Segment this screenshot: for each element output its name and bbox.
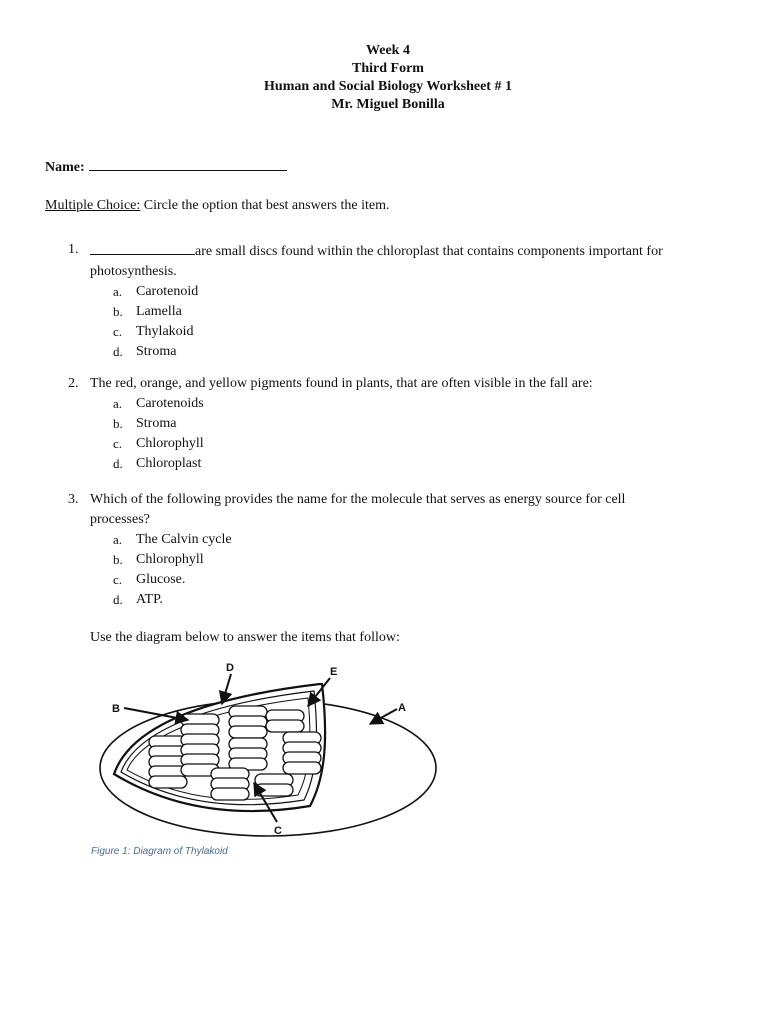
question-number: 3. <box>68 492 79 507</box>
option-list <box>113 282 718 362</box>
question-stem: Which of the following provides the name for the molecule that serves as energy source for cell processes? <box>90 492 626 527</box>
chloroplast-diagram <box>90 656 438 841</box>
question-number: 2. <box>68 376 79 391</box>
answer-blank[interactable] <box>90 240 195 255</box>
label-d: D <box>226 662 234 674</box>
label-c: C <box>274 825 282 837</box>
option-d[interactable]: d. ATP. <box>113 592 163 607</box>
instructions <box>45 198 389 214</box>
option-d[interactable]: d. Chloroplast <box>113 456 202 471</box>
granum-stack-3 <box>229 706 267 770</box>
granum-stack-2 <box>181 714 219 776</box>
option-list <box>113 394 718 474</box>
instructions-label: Multiple Choice: <box>45 198 141 213</box>
diagram-intro: Use the diagram below to answer the items that follow: <box>90 630 400 645</box>
option-d[interactable]: d. Stroma <box>113 344 177 359</box>
option-b[interactable]: b. Chlorophyll <box>113 552 204 567</box>
question-2 <box>68 374 718 474</box>
granum-stack-5 <box>283 732 321 774</box>
granum-stack-6 <box>211 768 249 800</box>
question-stem: are small discs found within the chloroplast that contains components important for photosynthesis. <box>90 240 718 282</box>
teacher-name: Mr. Miguel Bonilla <box>331 97 445 112</box>
label-b: B <box>112 703 120 715</box>
name-label: Name: <box>45 160 85 175</box>
option-list <box>113 530 718 610</box>
form-label: Third Form <box>352 61 424 76</box>
label-a: A <box>398 702 406 714</box>
question-stem: The red, orange, and yellow pigments found in plants, that are often visible in the fall are: <box>90 376 593 391</box>
question-number: 1. <box>68 242 79 257</box>
instructions-text: Circle the option that best answers the item. <box>140 198 390 213</box>
label-e: E <box>330 666 338 678</box>
week-label: Week 4 <box>366 43 410 58</box>
option-a[interactable]: a. The Calvin cycle <box>113 532 232 547</box>
name-field <box>45 156 287 176</box>
option-c[interactable]: c. Glucose. <box>113 572 186 587</box>
worksheet-title: Human and Social Biology Worksheet # 1 <box>264 79 512 94</box>
question-3 <box>68 490 718 610</box>
option-c[interactable]: c. Thylakoid <box>113 324 194 339</box>
option-b[interactable]: b. Stroma <box>113 416 177 431</box>
worksheet-header <box>0 42 768 114</box>
option-b[interactable]: b. Lamella <box>113 304 182 319</box>
option-c[interactable]: c. Chlorophyll <box>113 436 204 451</box>
option-a[interactable]: a. Carotenoids <box>113 396 204 411</box>
granum-stack-4 <box>266 710 304 732</box>
figure-caption: Figure 1: Diagram of Thylakoid <box>91 846 228 857</box>
question-1 <box>68 240 718 362</box>
name-blank[interactable] <box>89 156 287 171</box>
option-a[interactable]: a. Carotenoid <box>113 284 199 299</box>
